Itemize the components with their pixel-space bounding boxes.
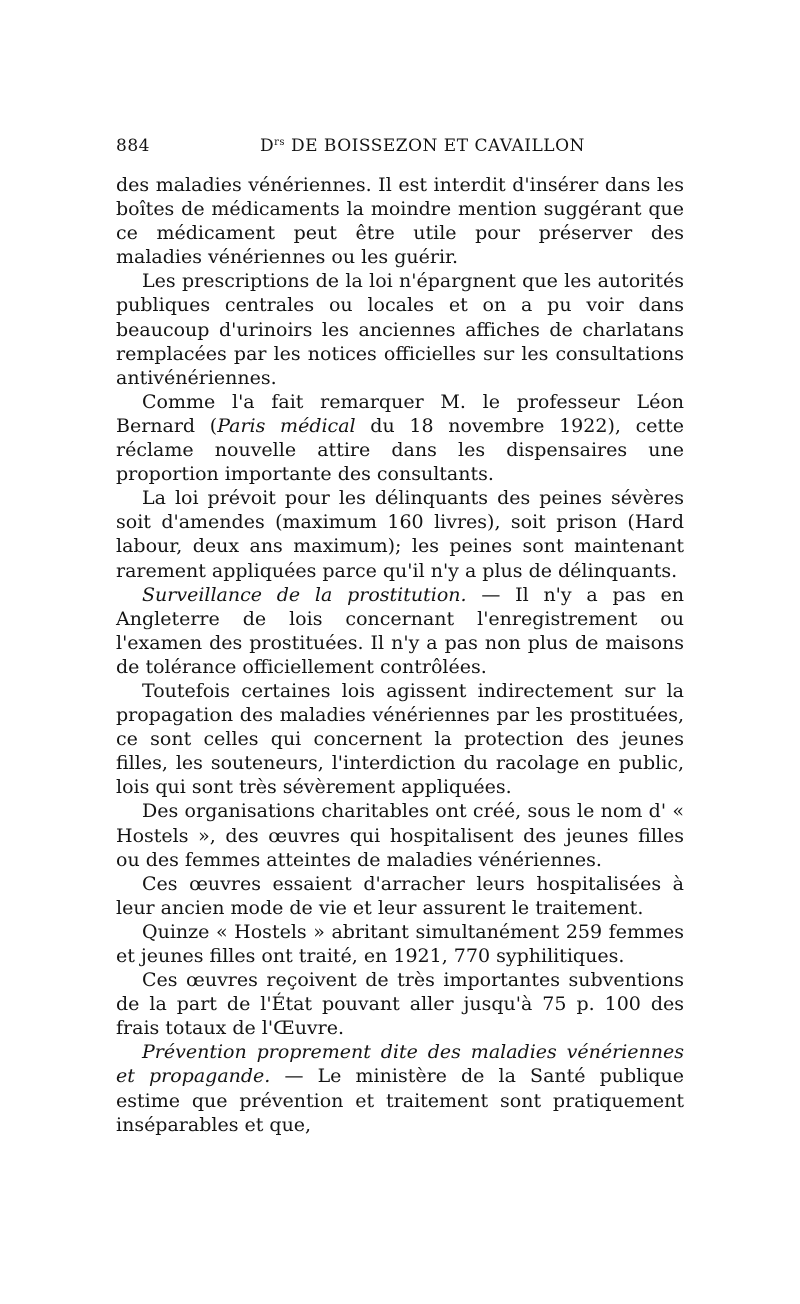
paragraph — [116, 1040, 684, 1136]
paragraph: Ces œuvres essaient d'arracher leurs hospitalisées à leur ancien mode de vie et leur assurent le traitement. — [116, 872, 684, 919]
paragraph: Ces œuvres reçoivent de très importantes subventions de la part de l'État pouvant aller jusqu'à 75 p. 100 des frais totaux de l'Œuvre. — [116, 969, 684, 1040]
page-number: 884 — [116, 136, 150, 156]
section-heading: Surveillance de la prostitution. — [142, 583, 467, 606]
paragraph: Des organisations charitables ont créé, sous le nom d' « Hostels », des œuvres qui hospitalisent des jeunes filles ou des femmes atteintes de maladies vénériennes. — [116, 800, 684, 871]
author-prefix-superscript: rs — [274, 137, 286, 148]
paragraph: La loi prévoit pour les délinquants des peines sévères soit d'amendes (maximum 160 livres), soit prison (Hard labour, deux ans maximum); les peines sont maintenant rarement appliquées parce qu'il n'y a plus de délinquants. — [116, 487, 684, 582]
section-heading: Prévention proprement dite des maladies vénériennes et propagande. — [116, 1041, 684, 1088]
paragraph-text: — Le ministère de la Santé publique estime que prévention et traitement sont pratiquement inséparables et que, — [116, 1065, 684, 1136]
running-title — [260, 136, 585, 156]
running-header — [116, 136, 684, 162]
paragraph: Quinze « Hostels » abritant simultanément 259 femmes et jeunes filles ont traité, en 1921, 770 syphilitiques. — [116, 920, 684, 967]
paragraph-text: — Il n'y a pas en Angleterre de lois concernant l'enregistrement ou l'examen des prostituées. Il n'y a pas non plus de maisons de tolérance officiellement contrôlées. — [116, 583, 685, 678]
author-prefix: D — [260, 136, 275, 156]
paragraph: Toutefois certaines lois agissent indirectement sur la propagation des maladies vénériennes par les prostituées, ce sont celles qui concernent la protection des jeunes filles, les souteneurs, l'interdiction du racolage en public, lois qui sont très sévèrement appliquées. — [116, 679, 684, 799]
paragraph-text: Comme l'a fait remarquer M. le professeur Léon Bernard ( — [116, 390, 684, 437]
paragraph: Les prescriptions de la loi n'épargnent que les autorités publiques centrales ou locales et on a pu voir dans beaucoup d'urinoirs les anciennes affiches de charlatans remplacées par les notices officielles sur les consultations antivénériennes. — [116, 270, 684, 389]
paragraph — [116, 390, 684, 486]
body-text — [116, 173, 684, 1137]
journal-title: Paris médical — [217, 414, 356, 437]
author-names: DE BOISSEZON ET CAVAILLON — [285, 136, 585, 156]
paragraph — [116, 583, 684, 679]
paragraph: des maladies vénériennes. Il est interdit d'insérer dans les boîtes de médicaments la moindre mention suggérant que ce médicament peut être utile pour préserver des maladies vénériennes ou les guérir. — [116, 174, 684, 269]
paragraph-text: du 18 novembre 1922), cette réclame nouvelle attire dans les dispensaires une proportion importante des consultants. — [116, 414, 684, 486]
